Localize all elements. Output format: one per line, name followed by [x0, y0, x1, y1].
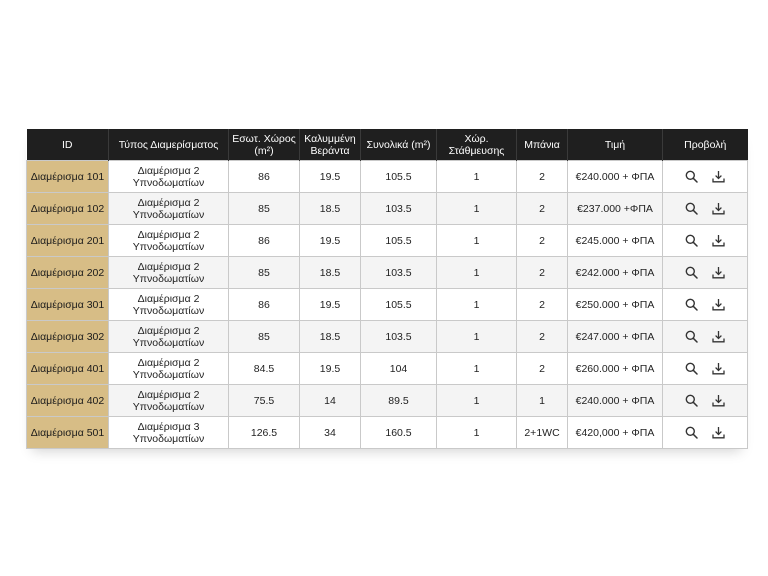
unit-type-cell	[109, 257, 229, 289]
column-header-baths	[517, 129, 568, 161]
view-actions-cell	[663, 289, 748, 321]
veranda-area-cell: 18.5	[300, 257, 361, 289]
price-cell: €420,000 + ΦΠΑ	[568, 417, 663, 449]
veranda-area-cell: 19.5	[300, 225, 361, 257]
table-body	[27, 161, 748, 449]
search-icon[interactable]	[685, 266, 698, 279]
download-icon[interactable]	[712, 202, 725, 215]
price-cell: €237.000 +ΦΠΑ	[568, 193, 663, 225]
unit-type-cell	[109, 417, 229, 449]
bathrooms-cell: 2	[517, 161, 568, 193]
download-icon[interactable]	[712, 426, 725, 439]
view-actions-cell	[663, 353, 748, 385]
interior-area-cell: 86	[229, 225, 300, 257]
bathrooms-cell: 2	[517, 257, 568, 289]
search-icon[interactable]	[685, 170, 698, 183]
parking-cell: 1	[437, 257, 517, 289]
column-header-veranda	[300, 129, 361, 161]
bathrooms-cell: 2	[517, 321, 568, 353]
total-area-cell: 103.5	[361, 321, 437, 353]
column-header-view	[663, 129, 748, 161]
parking-cell: 1	[437, 225, 517, 257]
table-row	[27, 193, 748, 225]
table-row	[27, 353, 748, 385]
view-actions-cell	[663, 161, 748, 193]
table-row	[27, 161, 748, 193]
search-icon[interactable]	[685, 394, 698, 407]
interior-area-cell: 86	[229, 161, 300, 193]
interior-area-cell: 85	[229, 321, 300, 353]
price-cell: €245.000 + ΦΠΑ	[568, 225, 663, 257]
table-row	[27, 321, 748, 353]
parking-cell: 1	[437, 321, 517, 353]
table-header-row	[27, 129, 748, 161]
unit-id-cell: Διαμέρισμα 101	[27, 161, 109, 193]
table-row	[27, 257, 748, 289]
unit-type-line1: Διαμέρισμα 2	[137, 164, 200, 177]
column-header-total	[361, 129, 437, 161]
interior-area-cell: 86	[229, 289, 300, 321]
search-icon[interactable]	[685, 330, 698, 343]
column-header-parking	[437, 129, 517, 161]
units-table-container	[26, 129, 747, 449]
column-header-label-line2: (m²)	[254, 144, 274, 157]
download-icon[interactable]	[712, 170, 725, 183]
search-icon[interactable]	[685, 362, 698, 375]
column-header-label: Χώρ. Στάθμευσης	[448, 132, 505, 157]
download-icon[interactable]	[712, 298, 725, 311]
unit-type-line1: Διαμέρισμα 2	[137, 196, 200, 209]
parking-cell: 1	[437, 289, 517, 321]
interior-area-cell: 75.5	[229, 385, 300, 417]
total-area-cell: 105.5	[361, 225, 437, 257]
price-cell: €240.000 + ΦΠΑ	[568, 385, 663, 417]
column-header-label-line2: Βεράντα	[310, 144, 350, 157]
parking-cell: 1	[437, 161, 517, 193]
unit-type-line1: Διαμέρισμα 2	[137, 260, 200, 273]
column-header-price	[568, 129, 663, 161]
unit-type-cell	[109, 193, 229, 225]
unit-type-cell	[109, 385, 229, 417]
unit-id-cell: Διαμέρισμα 102	[27, 193, 109, 225]
price-cell: €242.000 + ΦΠΑ	[568, 257, 663, 289]
bathrooms-cell: 2	[517, 289, 568, 321]
unit-type-line2: Υπνοδωματίων	[132, 240, 205, 253]
bathrooms-cell: 1	[517, 385, 568, 417]
table-row	[27, 385, 748, 417]
column-header-id	[27, 129, 109, 161]
table-row	[27, 417, 748, 449]
veranda-area-cell: 18.5	[300, 321, 361, 353]
total-area-cell: 103.5	[361, 193, 437, 225]
total-area-cell: 89.5	[361, 385, 437, 417]
unit-id-cell: Διαμέρισμα 301	[27, 289, 109, 321]
units-table	[26, 129, 748, 449]
search-icon[interactable]	[685, 426, 698, 439]
interior-area-cell: 85	[229, 193, 300, 225]
price-cell: €247.000 + ΦΠΑ	[568, 321, 663, 353]
parking-cell: 1	[437, 417, 517, 449]
unit-type-line2: Υπνοδωματίων	[132, 304, 205, 317]
unit-type-line1: Διαμέρισμα 2	[137, 324, 200, 337]
download-icon[interactable]	[712, 362, 725, 375]
view-actions-cell	[663, 417, 748, 449]
unit-type-line2: Υπνοδωματίων	[132, 208, 205, 221]
veranda-area-cell: 34	[300, 417, 361, 449]
veranda-area-cell: 18.5	[300, 193, 361, 225]
column-header-label: ID	[62, 138, 73, 151]
price-cell: €240.000 + ΦΠΑ	[568, 161, 663, 193]
unit-id-cell: Διαμέρισμα 402	[27, 385, 109, 417]
unit-type-cell	[109, 161, 229, 193]
veranda-area-cell: 19.5	[300, 353, 361, 385]
unit-type-line2: Υπνοδωματίων	[132, 368, 205, 381]
search-icon[interactable]	[685, 298, 698, 311]
unit-type-cell	[109, 321, 229, 353]
unit-type-cell	[109, 289, 229, 321]
column-header-label: Μπάνια	[524, 138, 560, 151]
unit-type-line1: Διαμέρισμα 3	[137, 420, 200, 433]
download-icon[interactable]	[712, 394, 725, 407]
column-header-label: Καλυμμένη	[304, 132, 356, 145]
unit-type-line1: Διαμέρισμα 2	[137, 356, 200, 369]
unit-type-line1: Διαμέρισμα 2	[137, 292, 200, 305]
unit-id-cell: Διαμέρισμα 202	[27, 257, 109, 289]
bathrooms-cell: 2	[517, 353, 568, 385]
column-header-label: Προβολή	[684, 138, 727, 151]
total-area-cell: 105.5	[361, 161, 437, 193]
view-actions-cell	[663, 385, 748, 417]
unit-type-cell	[109, 353, 229, 385]
unit-id-cell: Διαμέρισμα 201	[27, 225, 109, 257]
unit-id-cell: Διαμέρισμα 302	[27, 321, 109, 353]
total-area-cell: 105.5	[361, 289, 437, 321]
veranda-area-cell: 19.5	[300, 289, 361, 321]
price-cell: €260.000 + ΦΠΑ	[568, 353, 663, 385]
column-header-label: Εσωτ. Χώρος	[232, 132, 296, 145]
bathrooms-cell: 2	[517, 225, 568, 257]
column-header-label: Τύπος Διαμερίσματος	[118, 138, 219, 151]
column-header-interior	[229, 129, 300, 161]
unit-type-cell	[109, 225, 229, 257]
unit-id-cell: Διαμέρισμα 401	[27, 353, 109, 385]
download-icon[interactable]	[712, 330, 725, 343]
view-actions-cell	[663, 225, 748, 257]
download-icon[interactable]	[712, 266, 725, 279]
unit-type-line2: Υπνοδωματίων	[132, 176, 205, 189]
column-header-label: Τιμή	[604, 138, 626, 151]
unit-id-cell: Διαμέρισμα 501	[27, 417, 109, 449]
veranda-area-cell: 14	[300, 385, 361, 417]
unit-type-line2: Υπνοδωματίων	[132, 400, 205, 413]
parking-cell: 1	[437, 385, 517, 417]
parking-cell: 1	[437, 353, 517, 385]
column-header-label: Συνολικά (m²)	[366, 138, 431, 151]
price-cell: €250.000 + ΦΠΑ	[568, 289, 663, 321]
download-icon[interactable]	[712, 234, 725, 247]
unit-type-line1: Διαμέρισμα 2	[137, 228, 200, 241]
interior-area-cell: 84.5	[229, 353, 300, 385]
search-icon[interactable]	[685, 202, 698, 215]
total-area-cell: 104	[361, 353, 437, 385]
unit-type-line2: Υπνοδωματίων	[132, 336, 205, 349]
interior-area-cell: 85	[229, 257, 300, 289]
bathrooms-cell: 2+1WC	[517, 417, 568, 449]
column-header-type	[109, 129, 229, 161]
unit-type-line2: Υπνοδωματίων	[132, 272, 205, 285]
unit-type-line1: Διαμέρισμα 2	[137, 388, 200, 401]
unit-type-line2: Υπνοδωματίων	[132, 432, 205, 445]
table-row	[27, 225, 748, 257]
parking-cell: 1	[437, 193, 517, 225]
search-icon[interactable]	[685, 234, 698, 247]
total-area-cell: 103.5	[361, 257, 437, 289]
table-row	[27, 289, 748, 321]
interior-area-cell: 126.5	[229, 417, 300, 449]
bathrooms-cell: 2	[517, 193, 568, 225]
veranda-area-cell: 19.5	[300, 161, 361, 193]
total-area-cell: 160.5	[361, 417, 437, 449]
view-actions-cell	[663, 193, 748, 225]
view-actions-cell	[663, 257, 748, 289]
view-actions-cell	[663, 321, 748, 353]
